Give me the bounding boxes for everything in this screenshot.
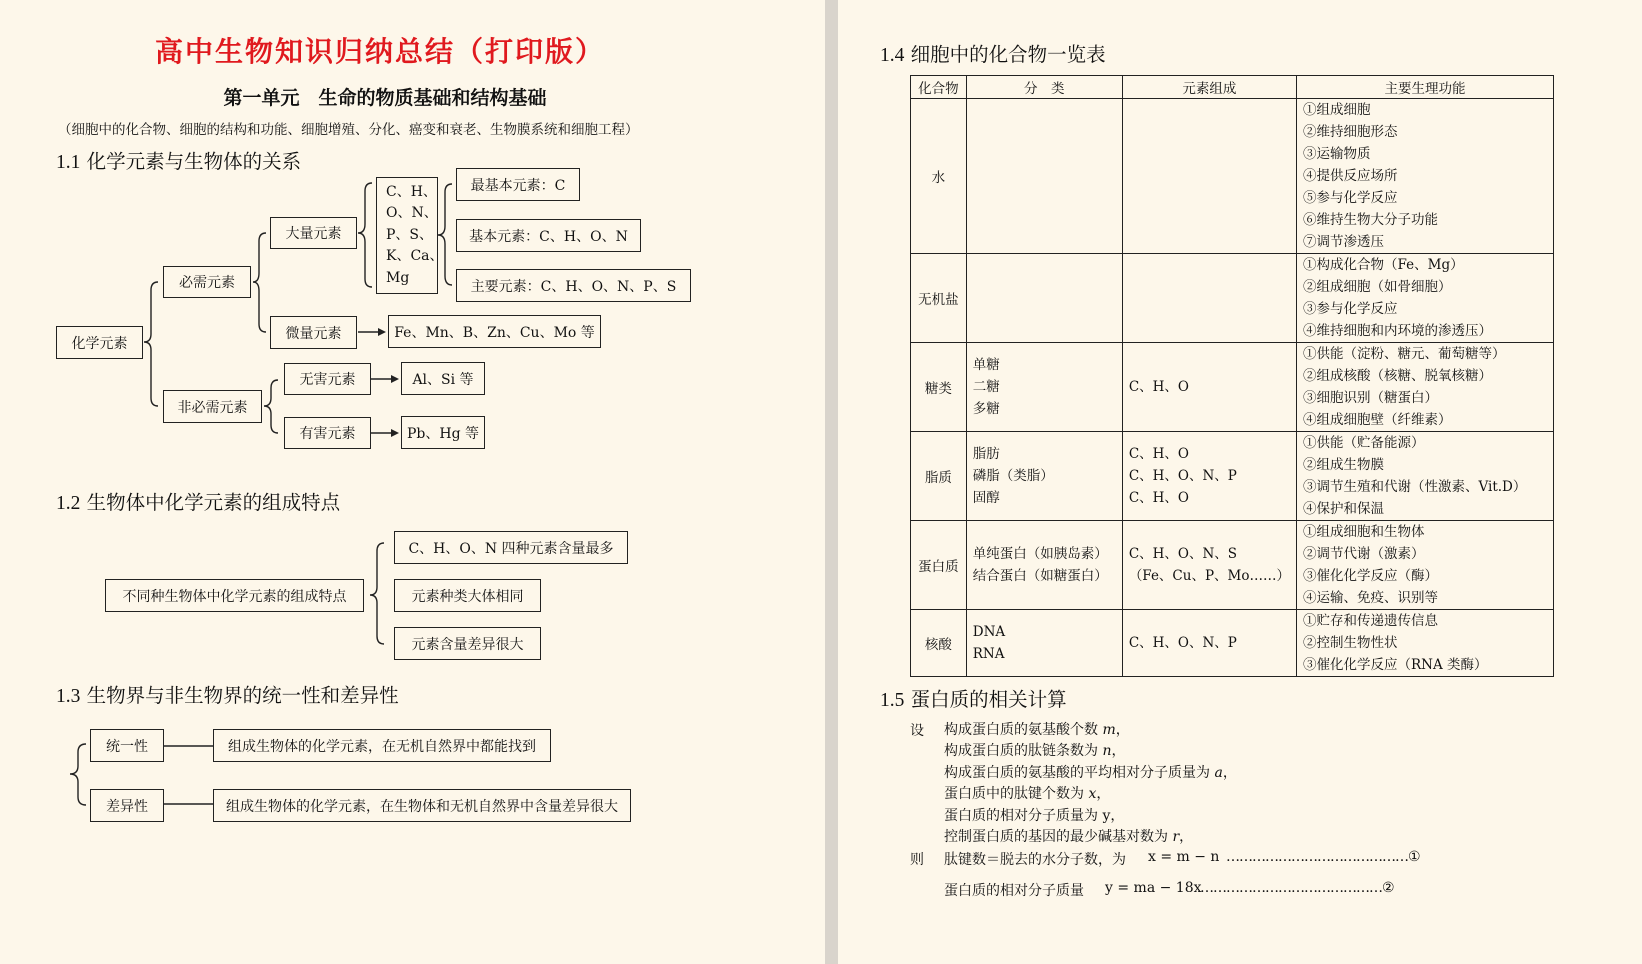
protein-definitions xyxy=(944,720,1237,848)
compound-name-cell: 脂质 xyxy=(911,432,967,521)
harmless-elements-box: 无害元素 xyxy=(284,363,371,395)
formula-1-label: 肽键数＝脱去的水分子数，为 xyxy=(944,852,1126,868)
feature-item-box: 元素含量差异很大 xyxy=(394,627,541,660)
difference-box: 差异性 xyxy=(90,789,164,822)
unit-subtitle: （细胞中的化合物、细胞的结构和功能、细胞增殖、分化、癌变和衰老、生物膜系统和细胞工程） xyxy=(58,122,639,138)
macro-element-line: Mg xyxy=(386,269,410,286)
section-1-2-heading: 1.2 生物体中化学元素的组成特点 xyxy=(56,491,341,514)
elements-cell xyxy=(1122,254,1296,343)
then-word: 则 xyxy=(910,852,924,868)
unity-box: 统一性 xyxy=(90,729,164,762)
formula-1-tag: ……………………………………① xyxy=(1226,849,1420,865)
table-header-cell: 主要生理功能 xyxy=(1297,76,1554,99)
table-header-row xyxy=(911,76,1554,99)
macro-element-line: C、H、 xyxy=(386,183,437,200)
basic-elements-box: 基本元素：C、H、O、N xyxy=(456,219,641,252)
table-row xyxy=(911,99,1554,254)
table-row xyxy=(911,521,1554,610)
classification-cell: 单纯蛋白（如胰岛素） 结合蛋白（如糖蛋白） xyxy=(966,521,1122,610)
definition-line: 蛋白质的相对分子质量为 y， xyxy=(944,807,1125,824)
table-row xyxy=(911,254,1554,343)
macro-elements-box: 大量元素 xyxy=(270,217,357,249)
harmful-elements-box: 有害元素 xyxy=(284,417,371,449)
table-row xyxy=(911,432,1554,521)
functions-cell: ①供能（淀粉、糖元、葡萄糖等） ②组成核酸（核糖、脱氧核糖） ③细胞识别（糖蛋白） ④组成细胞壁（纤维素） xyxy=(1297,343,1554,432)
macro-element-line: O、N、 xyxy=(386,205,438,222)
table-header-cell: 化合物 xyxy=(911,76,967,99)
macro-element-line: P、S、 xyxy=(386,226,434,243)
harmful-elements-list-box: Pb、Hg 等 xyxy=(401,416,485,449)
unity-description-box: 组成生物体的化学元素，在无机自然界中都能找到 xyxy=(213,729,551,762)
chem-elements-box: 化学元素 xyxy=(56,326,143,359)
difference-description-box: 组成生物体的化学元素，在生物体和无机自然界中含量差异很大 xyxy=(213,789,631,822)
functions-cell: ①组成细胞 ②维持细胞形态 ③运输物质 ④提供反应场所 ⑤参与化学反应 ⑥维持生物大分子功能 ⑦调节渗透压 xyxy=(1297,99,1554,254)
most-basic-element-box: 最基本元素：C xyxy=(456,168,580,201)
section-1-1-heading: 1.1 化学元素与生物体的关系 xyxy=(56,150,302,173)
micro-elements-box: 微量元素 xyxy=(270,316,357,349)
classification-cell: 单糖 二糖 多糖 xyxy=(966,343,1122,432)
functions-cell: ①组成细胞和生物体 ②调节代谢（激素） ③催化化学反应（酶） ④运输、免疫、识别等 xyxy=(1297,521,1554,610)
elements-cell: C、H、O、N、S （Fe、Cu、P、Mo……） xyxy=(1122,521,1296,610)
definition-line: 构成蛋白质的肽链条数为 n， xyxy=(944,743,1126,760)
nonessential-elements-box: 非必需元素 xyxy=(163,390,262,423)
formula-2-tag: ……………………………………② xyxy=(1200,880,1394,896)
compound-name-cell: 核酸 xyxy=(911,610,967,677)
composition-features-box: 不同种生物体中化学元素的组成特点 xyxy=(105,579,364,612)
table-header-cell: 分 类 xyxy=(966,76,1122,99)
elements-cell: C、H、O C、H、O、N、P C、H、O xyxy=(1122,432,1296,521)
definition-line: 蛋白质中的肽键个数为 x， xyxy=(944,786,1111,803)
elements-cell: C、H、O、N、P xyxy=(1122,610,1296,677)
formula-2-label: 蛋白质的相对分子质量 xyxy=(944,883,1084,899)
compound-name-cell: 糖类 xyxy=(911,343,967,432)
functions-cell: ①贮存和传递遗传信息 ②控制生物性状 ③催化化学反应（RNA 类酶） xyxy=(1297,610,1554,677)
harmless-elements-list-box: Al、Si 等 xyxy=(401,362,485,395)
main-elements-box: 主要元素：C、H、O、N、P、S xyxy=(456,269,691,302)
compound-name-cell: 无机盐 xyxy=(911,254,967,343)
right-page xyxy=(838,0,1642,964)
elements-cell xyxy=(1122,99,1296,254)
definition-line: 构成蛋白质的氨基酸个数 m， xyxy=(944,722,1130,738)
formula-1: x = m − n xyxy=(1148,849,1220,865)
definition-line: 构成蛋白质的氨基酸的平均相对分子质量为 a， xyxy=(944,764,1237,781)
formula-2: y = ma − 18x xyxy=(1105,880,1202,896)
classification-cell: 脂肪 磷脂（类脂） 固醇 xyxy=(966,432,1122,521)
let-word: 设 xyxy=(910,723,924,739)
essential-elements-box: 必需元素 xyxy=(163,266,251,298)
table-row xyxy=(911,343,1554,432)
section-1-5-heading: 1.5 蛋白质的相关计算 xyxy=(880,688,1067,711)
table-header-cell: 元素组成 xyxy=(1122,76,1296,99)
unit-title: 第一单元 生命的物质基础和结构基础 xyxy=(223,87,547,109)
classification-cell xyxy=(966,99,1122,254)
macro-element-line: K、Ca、 xyxy=(386,248,444,265)
document-title: 高中生物知识归纳总结（打印版） xyxy=(154,35,605,68)
table-row xyxy=(911,610,1554,677)
micro-elements-list-box: Fe、Mn、B、Zn、Cu、Mo 等 xyxy=(388,315,601,348)
section-1-4-heading: 1.4 细胞中的化合物一览表 xyxy=(880,43,1106,66)
functions-cell: ①构成化合物（Fe、Mg） ②组成细胞（如骨细胞） ③参与化学反应 ④维持细胞和内环境的渗透压） xyxy=(1297,254,1554,343)
feature-item-box: C、H、O、N 四种元素含量最多 xyxy=(394,531,628,564)
section-1-3-heading: 1.3 生物界与非生物界的统一性和差异性 xyxy=(56,684,399,707)
definition-line: 控制蛋白质的基因的最少碱基对数为 r， xyxy=(944,829,1194,846)
compound-name-cell: 水 xyxy=(911,99,967,254)
compound-name-cell: 蛋白质 xyxy=(911,521,967,610)
functions-cell: ①供能（贮备能源） ②组成生物膜 ③调节生殖和代谢（性激素、Vit.D） ④保护和保温 xyxy=(1297,432,1554,521)
classification-cell: DNA RNA xyxy=(966,610,1122,677)
classification-cell xyxy=(966,254,1122,343)
feature-item-box: 元素种类大体相同 xyxy=(394,579,541,612)
compounds-table xyxy=(910,75,1554,677)
elements-cell: C、H、O xyxy=(1122,343,1296,432)
